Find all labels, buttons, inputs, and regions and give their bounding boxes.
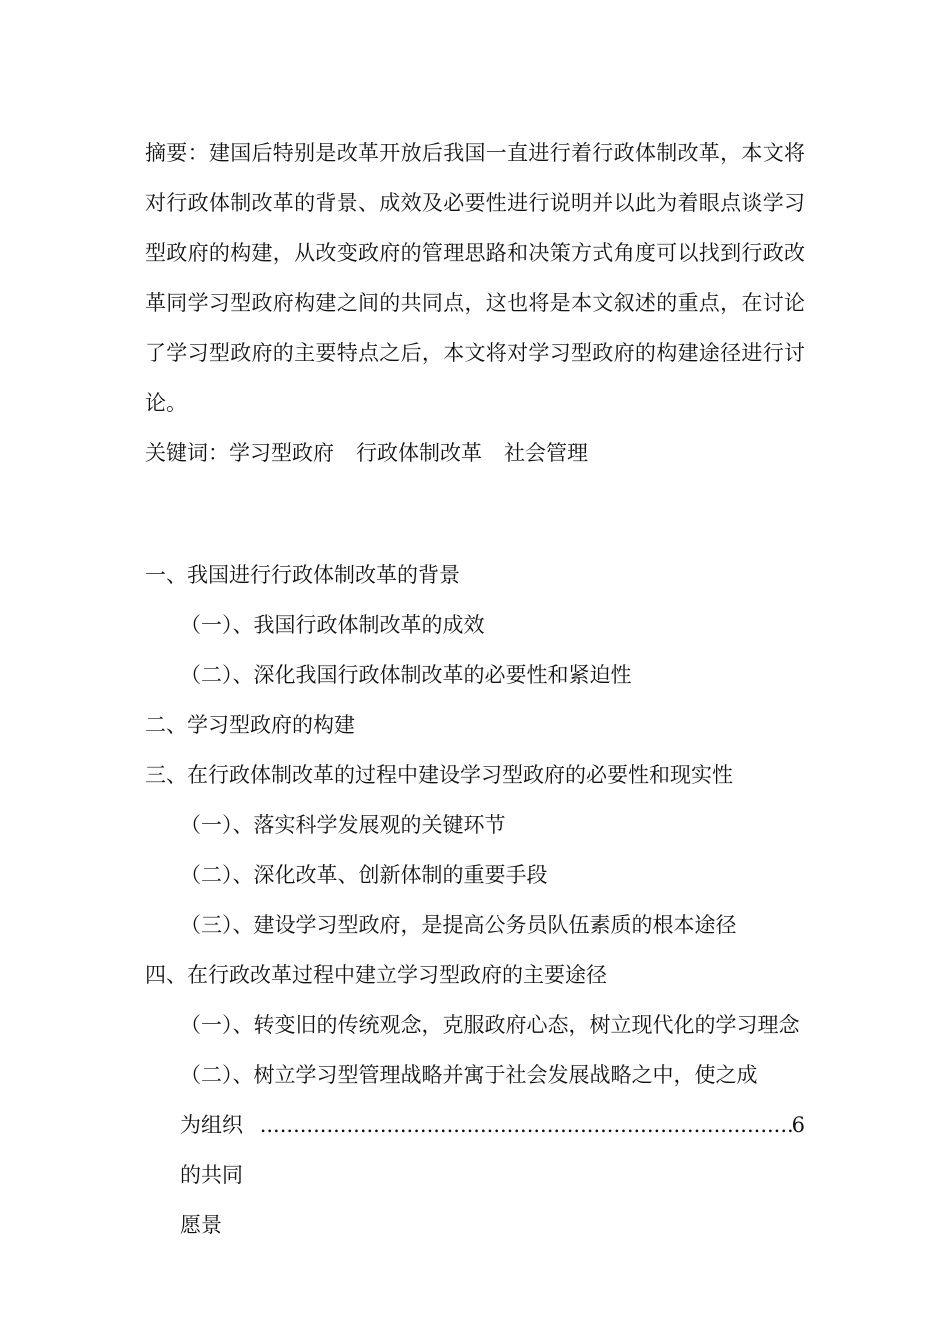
keyword-item: 行政体制改革	[356, 441, 482, 465]
keywords-line	[145, 428, 805, 478]
toc-entry[interactable]: （一）、转变旧的传统观念，克服政府心态，树立现代化的学习理念	[180, 1013, 800, 1037]
table-of-contents	[145, 550, 805, 1250]
toc-entry-line	[180, 1100, 805, 1250]
toc-entry[interactable]: （二）、深化我国行政体制改革的必要性和紧迫性	[180, 663, 632, 687]
toc-entry[interactable]	[145, 1050, 805, 1250]
abstract-label: 摘要：	[145, 141, 209, 165]
toc-dot-leader	[260, 1100, 792, 1150]
toc-entry[interactable]: 三、在行政体制改革的过程中建设学习型政府的必要性和现实性	[145, 763, 733, 787]
abstract-text: 建国后特别是改革开放后我国一直进行着行政体制改革，本文将对行政体制改革的背景、成效及必要性进行说明并以此为着眼点谈学习型政府的构建，从改变政府的管理思路和决策方式角度可以找到行政改革同学习型政府构建之间的共同点，这也将是本文叙述的重点，在讨论了学习型政府的主要特点之后，本文将对学习型政府的构建途径进行讨论。	[145, 141, 806, 415]
abstract-paragraph	[145, 128, 805, 428]
toc-entry[interactable]: （一）、我国行政体制改革的成效	[180, 613, 485, 637]
toc-entry[interactable]: 四、在行政改革过程中建立学习型政府的主要途径	[145, 963, 607, 987]
toc-page-number: 6	[791, 1113, 805, 1137]
toc-entry[interactable]: （一）、落实科学发展观的关键环节	[180, 813, 506, 837]
toc-entry[interactable]: （三）、建设学习型政府，是提高公务员队伍素质的根本途径	[180, 913, 737, 937]
keywords-label: 关键词：	[145, 441, 229, 465]
toc-entry[interactable]: 一、我国进行行政体制改革的背景	[145, 563, 460, 587]
toc-entry[interactable]: 二、学习型政府的构建	[145, 713, 355, 737]
toc-entry-text: 为组织的共同愿景	[180, 1113, 243, 1237]
keyword-item: 社会管理	[504, 441, 588, 465]
document-body	[145, 128, 805, 478]
keyword-item: 学习型政府	[229, 441, 334, 465]
toc-entry[interactable]: （二）、深化改革、创新体制的重要手段	[180, 863, 548, 887]
toc-entry-line: （二）、树立学习型管理战略并寓于社会发展战略之中，使之成	[180, 1063, 758, 1087]
